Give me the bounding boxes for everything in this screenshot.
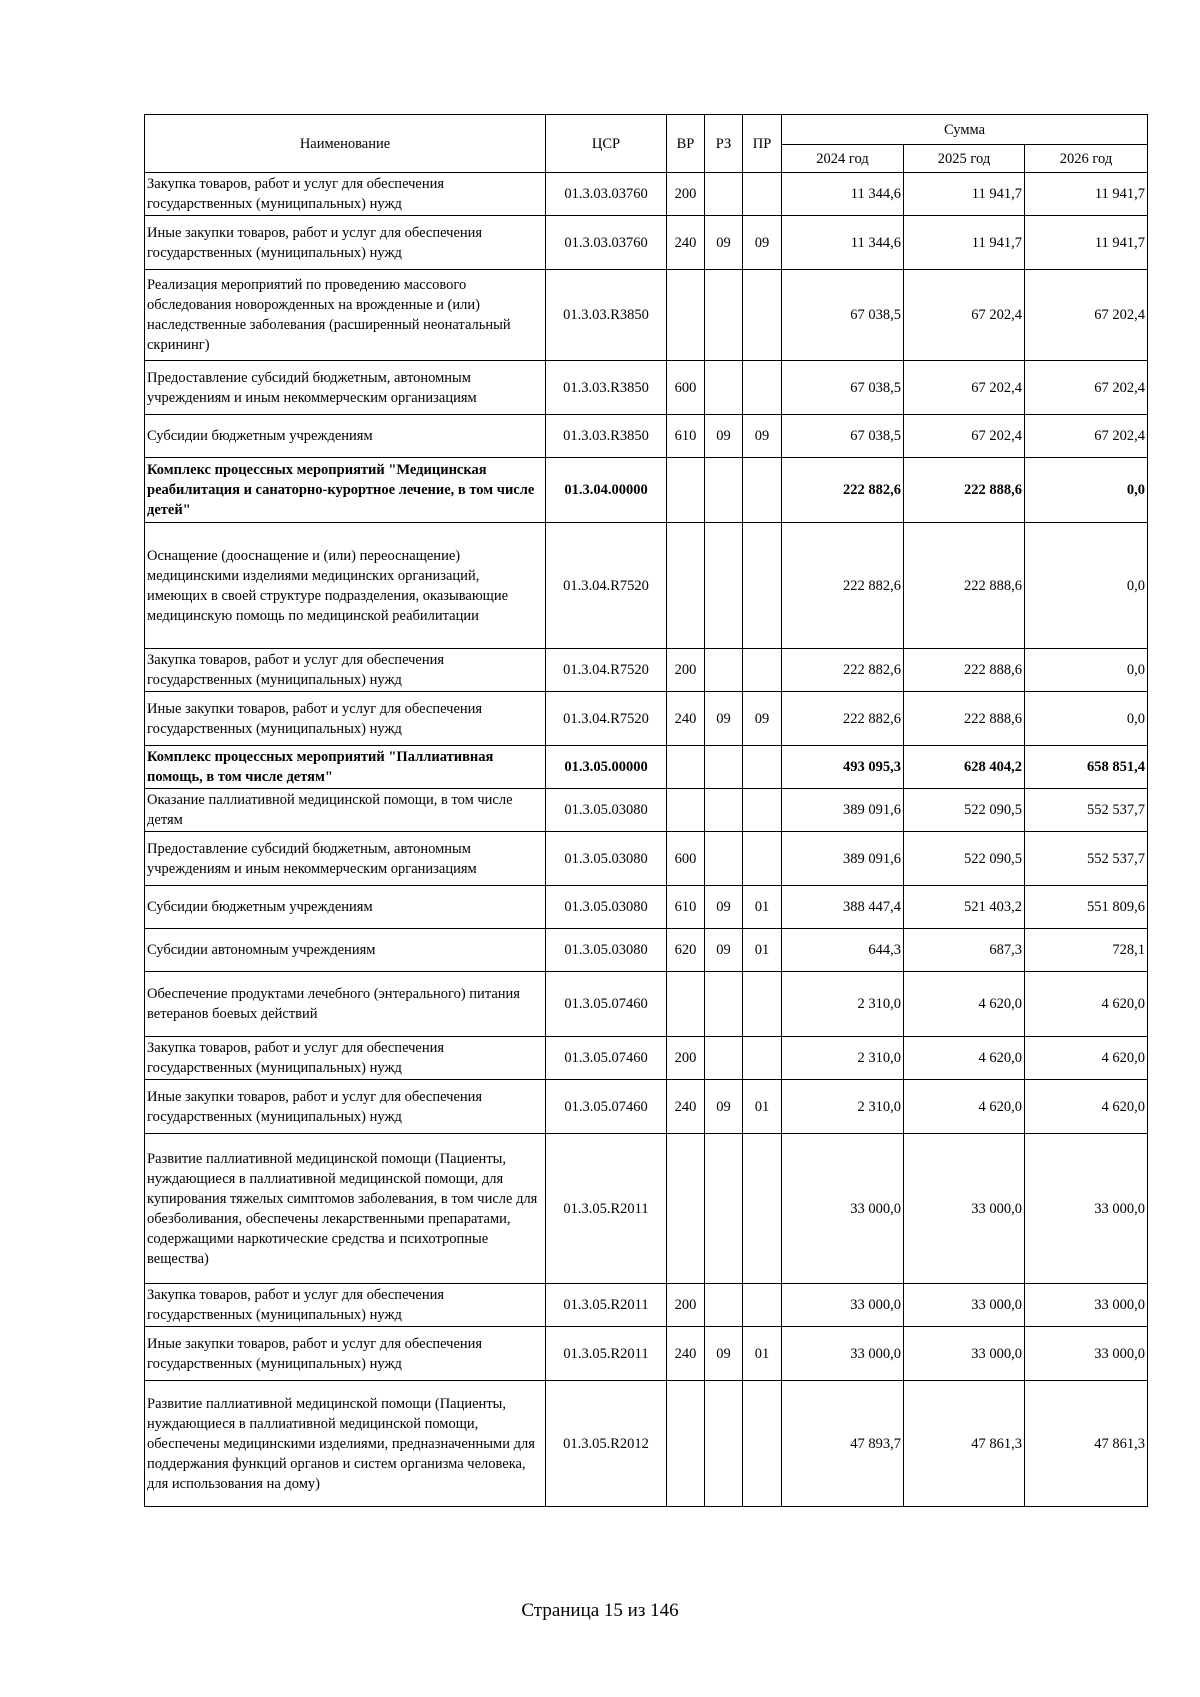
table-row — [145, 746, 1148, 789]
row-amount-2026: 33 000,0 — [1025, 1134, 1148, 1284]
row-name: Закупка товаров, работ и услуг для обеспечения государственных (муниципальных) нужд — [145, 1284, 546, 1327]
row-amount-2026: 33 000,0 — [1025, 1284, 1148, 1327]
row-pr — [743, 1037, 782, 1080]
row-vr — [667, 458, 705, 523]
row-pr — [743, 1134, 782, 1284]
row-pr — [743, 1381, 782, 1507]
row-csr: 01.3.03.03760 — [546, 216, 667, 270]
row-rz — [705, 1037, 743, 1080]
row-amount-2025: 222 888,6 — [904, 458, 1025, 523]
table-body — [145, 173, 1148, 1507]
table-row — [145, 649, 1148, 692]
row-vr: 240 — [667, 1080, 705, 1134]
row-amount-2024: 2 310,0 — [782, 972, 904, 1037]
row-amount-2026: 11 941,7 — [1025, 173, 1148, 216]
row-vr: 240 — [667, 1327, 705, 1381]
row-amount-2024: 33 000,0 — [782, 1284, 904, 1327]
row-csr: 01.3.04.R7520 — [546, 649, 667, 692]
row-amount-2025: 67 202,4 — [904, 270, 1025, 361]
row-amount-2024: 222 882,6 — [782, 649, 904, 692]
row-name: Иные закупки товаров, работ и услуг для обеспечения государственных (муниципальных) нужд — [145, 216, 546, 270]
row-csr: 01.3.03.03760 — [546, 173, 667, 216]
row-name: Субсидии бюджетным учреждениям — [145, 415, 546, 458]
row-name: Субсидии бюджетным учреждениям — [145, 886, 546, 929]
header-pr: ПР — [743, 115, 782, 173]
row-vr — [667, 746, 705, 789]
row-vr — [667, 1134, 705, 1284]
row-csr: 01.3.05.07460 — [546, 1080, 667, 1134]
row-csr: 01.3.05.03080 — [546, 832, 667, 886]
row-pr — [743, 523, 782, 649]
row-amount-2026: 728,1 — [1025, 929, 1148, 972]
row-amount-2026: 11 941,7 — [1025, 216, 1148, 270]
row-amount-2024: 389 091,6 — [782, 789, 904, 832]
row-rz: 09 — [705, 216, 743, 270]
row-name: Иные закупки товаров, работ и услуг для обеспечения государственных (муниципальных) нужд — [145, 1080, 546, 1134]
table-row — [145, 216, 1148, 270]
row-csr: 01.3.05.00000 — [546, 746, 667, 789]
row-csr: 01.3.05.03080 — [546, 886, 667, 929]
row-amount-2025: 33 000,0 — [904, 1327, 1025, 1381]
row-amount-2025: 687,3 — [904, 929, 1025, 972]
page-number: Страница 15 из 146 — [521, 1600, 679, 1621]
header-sum: Сумма — [782, 115, 1148, 145]
row-csr: 01.3.03.R3850 — [546, 415, 667, 458]
row-name: Иные закупки товаров, работ и услуг для обеспечения государственных (муниципальных) нужд — [145, 1327, 546, 1381]
row-amount-2024: 2 310,0 — [782, 1037, 904, 1080]
row-pr — [743, 789, 782, 832]
row-csr: 01.3.05.03080 — [546, 789, 667, 832]
row-rz: 09 — [705, 929, 743, 972]
row-pr — [743, 173, 782, 216]
table-row — [145, 692, 1148, 746]
row-csr: 01.3.03.R3850 — [546, 361, 667, 415]
row-rz — [705, 832, 743, 886]
row-rz: 09 — [705, 886, 743, 929]
row-amount-2026: 552 537,7 — [1025, 789, 1148, 832]
row-amount-2026: 551 809,6 — [1025, 886, 1148, 929]
table-row — [145, 173, 1148, 216]
row-vr: 620 — [667, 929, 705, 972]
row-vr: 240 — [667, 692, 705, 746]
row-csr: 01.3.05.03080 — [546, 929, 667, 972]
row-amount-2024: 11 344,6 — [782, 216, 904, 270]
row-rz: 09 — [705, 1080, 743, 1134]
row-csr: 01.3.04.00000 — [546, 458, 667, 523]
row-vr — [667, 523, 705, 649]
table-row — [145, 886, 1148, 929]
row-csr: 01.3.05.R2012 — [546, 1381, 667, 1507]
table-row — [145, 1037, 1148, 1080]
row-vr: 200 — [667, 649, 705, 692]
row-amount-2025: 67 202,4 — [904, 361, 1025, 415]
row-amount-2024: 33 000,0 — [782, 1327, 904, 1381]
row-pr: 01 — [743, 929, 782, 972]
row-name: Развитие паллиативной медицинской помощи (Пациенты, нуждающиеся в паллиативной медицинской помощи, для купирования тяжелых симптомов заболевания, в том числе для обезболивания, обеспечены лекарственными препаратами, содержащими наркотические средства и психотропные вещества) — [145, 1134, 546, 1284]
row-rz — [705, 789, 743, 832]
row-name: Иные закупки товаров, работ и услуг для обеспечения государственных (муниципальных) нужд — [145, 692, 546, 746]
table-row — [145, 929, 1148, 972]
row-amount-2025: 4 620,0 — [904, 972, 1025, 1037]
row-amount-2024: 493 095,3 — [782, 746, 904, 789]
row-vr: 200 — [667, 1284, 705, 1327]
row-rz — [705, 1381, 743, 1507]
row-rz — [705, 1284, 743, 1327]
header-year-2026: 2026 год — [1025, 145, 1148, 173]
row-csr: 01.3.05.R2011 — [546, 1284, 667, 1327]
row-name: Обеспечение продуктами лечебного (энтерального) питания ветеранов боевых действий — [145, 972, 546, 1037]
row-pr — [743, 361, 782, 415]
row-amount-2026: 0,0 — [1025, 649, 1148, 692]
row-rz: 09 — [705, 692, 743, 746]
row-amount-2026: 0,0 — [1025, 458, 1148, 523]
row-name: Оказание паллиативной медицинской помощи, в том числе детям — [145, 789, 546, 832]
row-vr: 200 — [667, 1037, 705, 1080]
row-pr — [743, 649, 782, 692]
row-rz: 09 — [705, 1327, 743, 1381]
row-amount-2026: 4 620,0 — [1025, 1080, 1148, 1134]
row-csr: 01.3.05.R2011 — [546, 1327, 667, 1381]
row-csr: 01.3.03.R3850 — [546, 270, 667, 361]
row-vr: 200 — [667, 173, 705, 216]
row-amount-2024: 67 038,5 — [782, 270, 904, 361]
row-amount-2025: 67 202,4 — [904, 415, 1025, 458]
row-pr: 01 — [743, 1327, 782, 1381]
row-vr: 610 — [667, 415, 705, 458]
row-vr: 240 — [667, 216, 705, 270]
row-rz — [705, 270, 743, 361]
row-amount-2025: 11 941,7 — [904, 216, 1025, 270]
row-amount-2024: 389 091,6 — [782, 832, 904, 886]
table-row — [145, 361, 1148, 415]
row-amount-2026: 47 861,3 — [1025, 1381, 1148, 1507]
row-amount-2026: 67 202,4 — [1025, 415, 1148, 458]
row-pr — [743, 832, 782, 886]
header-csr: ЦСР — [546, 115, 667, 173]
row-amount-2025: 522 090,5 — [904, 789, 1025, 832]
row-amount-2024: 644,3 — [782, 929, 904, 972]
row-pr: 01 — [743, 1080, 782, 1134]
row-vr: 600 — [667, 361, 705, 415]
row-pr: 09 — [743, 415, 782, 458]
table-row — [145, 1080, 1148, 1134]
row-pr — [743, 270, 782, 361]
row-amount-2025: 33 000,0 — [904, 1134, 1025, 1284]
row-amount-2025: 522 090,5 — [904, 832, 1025, 886]
budget-table — [144, 114, 1148, 1507]
row-rz — [705, 173, 743, 216]
row-rz: 09 — [705, 415, 743, 458]
row-pr — [743, 972, 782, 1037]
row-amount-2024: 222 882,6 — [782, 458, 904, 523]
row-amount-2026: 67 202,4 — [1025, 270, 1148, 361]
row-pr: 09 — [743, 692, 782, 746]
header-rz: РЗ — [705, 115, 743, 173]
row-name: Закупка товаров, работ и услуг для обеспечения государственных (муниципальных) нужд — [145, 649, 546, 692]
row-pr — [743, 458, 782, 523]
table-row — [145, 832, 1148, 886]
row-pr — [743, 1284, 782, 1327]
row-amount-2026: 33 000,0 — [1025, 1327, 1148, 1381]
row-name: Реализация мероприятий по проведению массового обследования новорожденных на врожденные и (или) наследственные заболевания (расширенный неонатальный скрининг) — [145, 270, 546, 361]
row-amount-2025: 4 620,0 — [904, 1037, 1025, 1080]
row-amount-2026: 0,0 — [1025, 692, 1148, 746]
table-row — [145, 270, 1148, 361]
row-name: Закупка товаров, работ и услуг для обеспечения государственных (муниципальных) нужд — [145, 1037, 546, 1080]
row-rz — [705, 458, 743, 523]
row-vr — [667, 972, 705, 1037]
row-amount-2025: 11 941,7 — [904, 173, 1025, 216]
row-vr — [667, 789, 705, 832]
row-name: Комплекс процессных мероприятий "Паллиативная помощь, в том числе детям" — [145, 746, 546, 789]
table-row — [145, 1327, 1148, 1381]
row-amount-2025: 4 620,0 — [904, 1080, 1025, 1134]
row-amount-2026: 0,0 — [1025, 523, 1148, 649]
row-amount-2024: 222 882,6 — [782, 523, 904, 649]
table-row — [145, 1134, 1148, 1284]
row-pr: 09 — [743, 216, 782, 270]
row-name: Оснащение (дооснащение и (или) переоснащение) медицинскими изделиями медицинских организаций, имеющих в своей структуре подразделения, оказывающие медицинскую помощь по медицинской реабилитации — [145, 523, 546, 649]
row-amount-2025: 222 888,6 — [904, 523, 1025, 649]
row-amount-2025: 222 888,6 — [904, 649, 1025, 692]
row-rz — [705, 746, 743, 789]
row-rz — [705, 972, 743, 1037]
row-amount-2024: 2 310,0 — [782, 1080, 904, 1134]
row-amount-2026: 4 620,0 — [1025, 972, 1148, 1037]
row-amount-2024: 33 000,0 — [782, 1134, 904, 1284]
row-amount-2026: 4 620,0 — [1025, 1037, 1148, 1080]
row-csr: 01.3.05.07460 — [546, 972, 667, 1037]
table-row — [145, 1284, 1148, 1327]
row-csr: 01.3.04.R7520 — [546, 692, 667, 746]
row-csr: 01.3.04.R7520 — [546, 523, 667, 649]
row-csr: 01.3.05.07460 — [546, 1037, 667, 1080]
header-year-2024: 2024 год — [782, 145, 904, 173]
table-row — [145, 458, 1148, 523]
row-rz — [705, 1134, 743, 1284]
row-amount-2025: 47 861,3 — [904, 1381, 1025, 1507]
table-row — [145, 415, 1148, 458]
row-vr — [667, 1381, 705, 1507]
row-pr — [743, 746, 782, 789]
row-amount-2024: 47 893,7 — [782, 1381, 904, 1507]
row-name: Предоставление субсидий бюджетным, автономным учреждениям и иным некоммерческим организациям — [145, 361, 546, 415]
row-amount-2026: 552 537,7 — [1025, 832, 1148, 886]
row-rz — [705, 523, 743, 649]
row-amount-2024: 67 038,5 — [782, 361, 904, 415]
row-csr: 01.3.05.R2011 — [546, 1134, 667, 1284]
row-amount-2024: 67 038,5 — [782, 415, 904, 458]
row-amount-2025: 33 000,0 — [904, 1284, 1025, 1327]
row-rz — [705, 361, 743, 415]
row-rz — [705, 649, 743, 692]
row-amount-2025: 521 403,2 — [904, 886, 1025, 929]
row-amount-2024: 11 344,6 — [782, 173, 904, 216]
row-pr: 01 — [743, 886, 782, 929]
row-name: Развитие паллиативной медицинской помощи (Пациенты, нуждающиеся в паллиативной медицинской помощи, обеспечены медицинскими изделиями, предназначенными для поддержания функций органов и систем организма человека, для использования на дому) — [145, 1381, 546, 1507]
table-row — [145, 1381, 1148, 1507]
row-name: Субсидии автономным учреждениям — [145, 929, 546, 972]
row-amount-2024: 222 882,6 — [782, 692, 904, 746]
header-year-2025: 2025 год — [904, 145, 1025, 173]
header-vr: ВР — [667, 115, 705, 173]
table-row — [145, 789, 1148, 832]
row-name: Предоставление субсидий бюджетным, автономным учреждениям и иным некоммерческим организациям — [145, 832, 546, 886]
table-row — [145, 523, 1148, 649]
row-vr: 600 — [667, 832, 705, 886]
row-name: Комплекс процессных мероприятий "Медицинская реабилитация и санаторно-курортное лечение, в том числе детей" — [145, 458, 546, 523]
row-amount-2025: 628 404,2 — [904, 746, 1025, 789]
row-amount-2024: 388 447,4 — [782, 886, 904, 929]
table-row — [145, 972, 1148, 1037]
row-vr: 610 — [667, 886, 705, 929]
row-amount-2026: 658 851,4 — [1025, 746, 1148, 789]
header-name: Наименование — [145, 115, 546, 173]
row-amount-2025: 222 888,6 — [904, 692, 1025, 746]
row-amount-2026: 67 202,4 — [1025, 361, 1148, 415]
row-name: Закупка товаров, работ и услуг для обеспечения государственных (муниципальных) нужд — [145, 173, 546, 216]
row-vr — [667, 270, 705, 361]
